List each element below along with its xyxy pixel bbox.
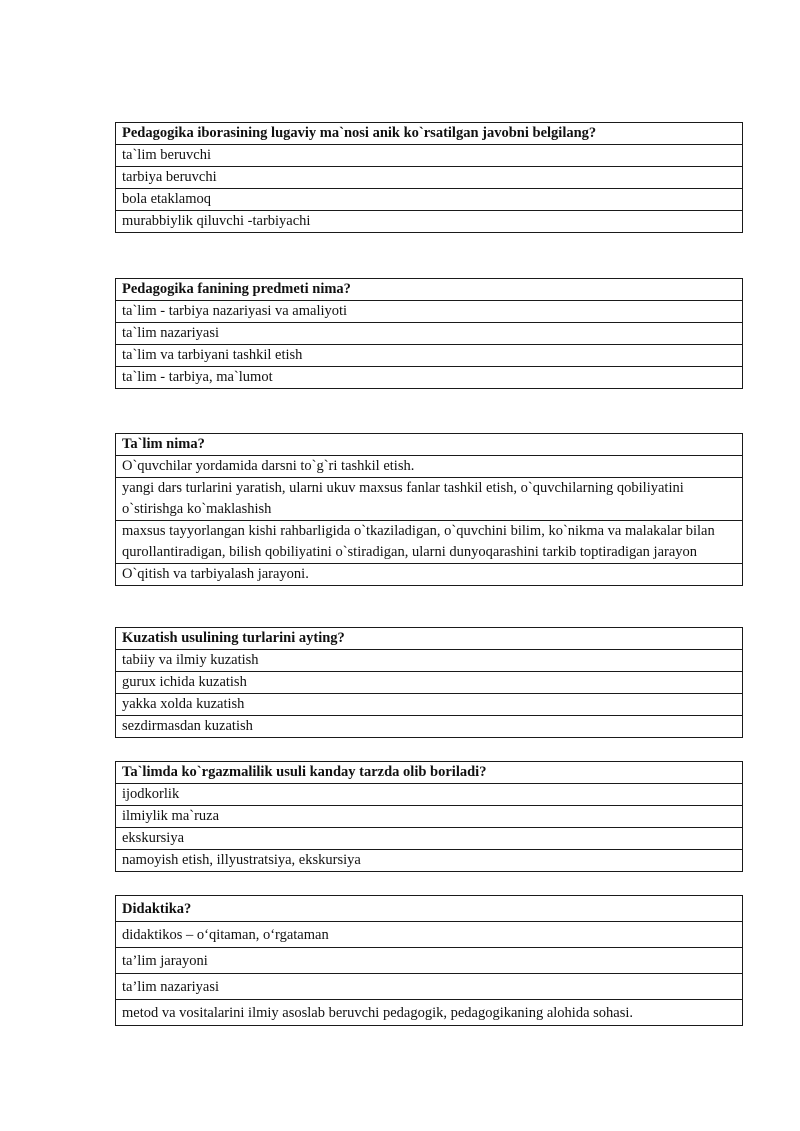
question-block-5	[115, 761, 743, 872]
question-block-2	[115, 278, 743, 389]
answer-option: sezdirmasdan kuzatish	[116, 716, 743, 738]
answer-option: didaktikos – o‘qitaman, o‘rgataman	[116, 922, 743, 948]
question-text: Pedagogika fanining predmeti nima?	[116, 279, 743, 301]
question-text: Pedagogika iborasining lugaviy ma`nosi anik ko`rsatilgan javobni belgilang?	[116, 123, 743, 145]
answer-option: ilmiylik ma`ruza	[116, 806, 743, 828]
question-text: Kuzatish usulining turlarini ayting?	[116, 628, 743, 650]
answer-option: O`qitish va tarbiyalash jarayoni.	[116, 564, 743, 586]
answer-option: maxsus tayyorlangan kishi rahbarligida o`tkaziladigan, o`quvchini bilim, ko`nikma va malakalar bilan qurollantiradigan, bilish qobiliyatini o`stiradigan, ularni dunyoqarashini tarkib toptiradigan jarayon	[116, 521, 743, 564]
answer-option: tarbiya beruvchi	[116, 167, 743, 189]
answer-option: ijodkorlik	[116, 784, 743, 806]
question-block-1	[115, 122, 743, 233]
answer-option: ta’lim nazariyasi	[116, 974, 743, 1000]
answer-option: metod va vositalarini ilmiy asoslab beruvchi pedagogik, pedagogikaning alohida sohasi.	[116, 1000, 743, 1026]
answer-option: bola etaklamoq	[116, 189, 743, 211]
answer-option: ta`lim va tarbiyani tashkil etish	[116, 345, 743, 367]
answer-option: O`quvchilar yordamida darsni to`g`ri tashkil etish.	[116, 456, 743, 478]
answer-option: tabiiy va ilmiy kuzatish	[116, 650, 743, 672]
question-text: Ta`lim nima?	[116, 434, 743, 456]
answer-option: ta’lim jarayoni	[116, 948, 743, 974]
answer-option: namoyish etish, illyustratsiya, ekskursiya	[116, 850, 743, 872]
question-block-6	[115, 895, 743, 1026]
answer-option: ta`lim nazariyasi	[116, 323, 743, 345]
answer-option: ta`lim - tarbiya, ma`lumot	[116, 367, 743, 389]
answer-option: gurux ichida kuzatish	[116, 672, 743, 694]
answer-option: yangi dars turlarini yaratish, ularni ukuv maxsus fanlar tashkil etish, o`quvchilarning qobiliyatini o`stirishga ko`maklashish	[116, 478, 743, 521]
answer-option: yakka xolda kuzatish	[116, 694, 743, 716]
answer-option: ta`lim - tarbiya nazariyasi va amaliyoti	[116, 301, 743, 323]
answer-option: ekskursiya	[116, 828, 743, 850]
answer-option: murabbiylik qiluvchi -tarbiyachi	[116, 211, 743, 233]
question-block-4	[115, 627, 743, 738]
answer-option: ta`lim beruvchi	[116, 145, 743, 167]
question-block-3	[115, 433, 743, 586]
question-text: Ta`limda ko`rgazmalilik usuli kanday tarzda olib boriladi?	[116, 762, 743, 784]
question-text: Didaktika?	[116, 896, 743, 922]
